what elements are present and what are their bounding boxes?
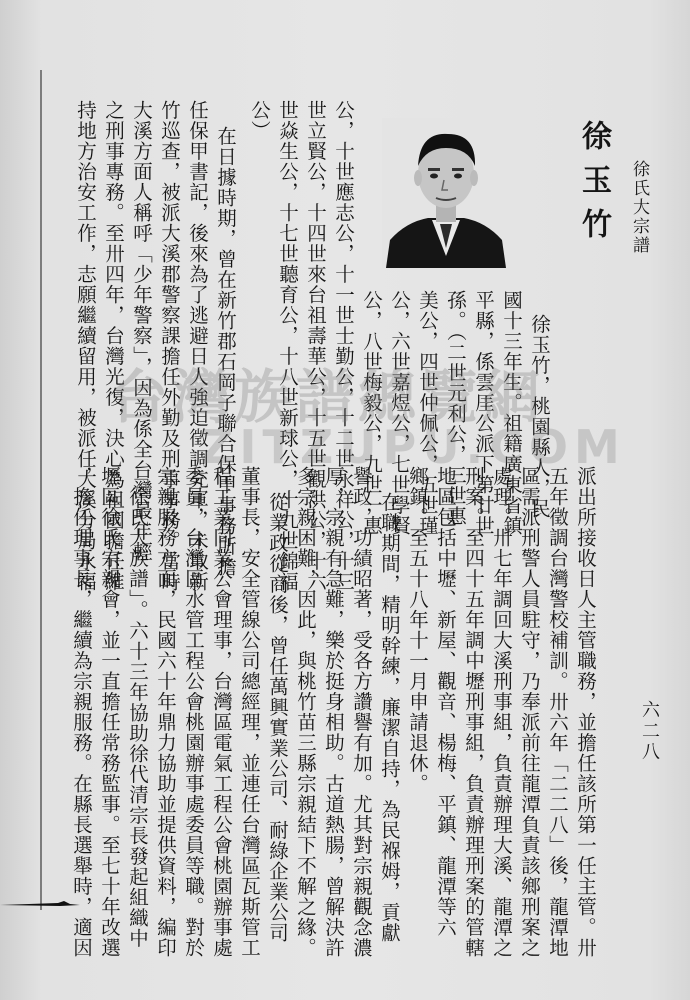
text-column: 平縣，係雲厓公派下第廿世 — [472, 290, 495, 536]
text-column: 刑案。至四十五年調中壢刑事組，負責辦理刑案的管轄 — [462, 466, 485, 958]
text-column: 持地方治安工作，志願繼續留用，被派任大溪分局永福 — [74, 100, 97, 592]
text-column: 世焱生公，十七世聽育公，十八世新球公，十九世錦福 — [276, 100, 299, 592]
text-column: 孫。（二世元利公，三世惠 — [444, 290, 467, 527]
text-column: 之刑事專務。至卅四年，台灣光復，決心為祖國擔任維 — [102, 100, 125, 592]
text-column: 地區包括中壢、新屋、觀音、楊梅、平鎮、龍潭等六 — [434, 466, 457, 938]
text-column: 譽政，功績昭著，受各方讚譽有加。尤其對宗親觀念濃 — [350, 466, 373, 958]
text-column: 在職期間，精明幹練，廉潔自持，為民褓姆，貢獻 — [378, 492, 401, 943]
text-column: 公，八世梅毅公，九世一惠 — [360, 290, 383, 536]
text-column: ，擔任理事長，繼續為宗親服務。在縣長選舉時，適因 — [70, 466, 93, 958]
binding-line — [40, 70, 42, 910]
text-column: 「徐氏大族譜」。六十三年協助徐代清宗長發起組織中 — [126, 466, 149, 949]
book-title: 徐氏大宗譜 — [629, 160, 649, 255]
text-column: 宗親服務方面，民國六十年鼎力協助並提供資料，編印 — [154, 466, 177, 958]
text-column: 公，六世嘉煜公，七世學賢 — [388, 290, 411, 536]
person-name: 徐玉竹 — [576, 120, 611, 252]
text-column: 竹巡查，被派大溪郡警察課擔任外勤及刑事事務。當時 — [158, 100, 181, 592]
text-column: 世立賢公，十四世來台祖壽華公，十五世觀洪公，十六 — [304, 100, 327, 592]
watermark-text: 台灣族譜總覽網 — [110, 363, 545, 431]
text-column: 在日據時期，曾在新竹郡石岡子聯合保甲事務所擔 — [214, 126, 237, 577]
text-column: 公，十世應志公，十一世士勤公，十二世永祥公，十三 — [332, 100, 355, 592]
text-column: 壢區徐氏宗親會，並一直擔任常務監事。至七十年改選 — [98, 466, 121, 958]
page-number: 六二八 — [639, 700, 660, 763]
text-column: 程工業同業公會理事，台灣區電氣工程公會桃園辦事處 — [210, 466, 233, 958]
text-column: 大溪方面人稱呼「少年警察」，因為係全台灣最年輕 — [130, 100, 153, 562]
text-column: 國十三年生。祖籍廣東省鎮 — [500, 290, 523, 536]
text-column: 多宗親困難，因此，與桃竹苗三縣宗親結下不解之緣。 — [294, 466, 317, 958]
text-column: 鄉鎮。至五十八年十一月申請退休。 — [406, 466, 429, 794]
text-column: 美公，四世仲佩公，五世瑾 — [416, 290, 439, 536]
text-column: 公） — [248, 100, 271, 141]
text-column: 徐玉竹，桃園縣人，民 — [528, 314, 551, 519]
text-column: 委員，台灣區水管工程公會桃園辦事處委員等職。對於 — [182, 466, 205, 958]
text-column: 厚，宗親有急難，樂於挺身相助。古道熱腸，曾解決許 — [322, 466, 345, 958]
text-column: 董事長，安全管線公司總經理，並連任台灣區瓦斯管工 — [238, 466, 261, 958]
text-column: 區需派刑警人員駐守，乃奉派前往龍潭負責該鄉刑案之 — [518, 466, 541, 958]
watermark-url: ZITZUPU.COM — [200, 420, 626, 474]
text-column: 派出所接收日人主管職務，並擔任該所第一任主管。卅 — [574, 466, 597, 958]
text-column: 任保甲書記，後來為了逃避日人強迫徵調充軍，未取新 — [186, 100, 209, 592]
text-column: 五年徵調台灣警校補訓。卅六年「二二八」後，龍潭地 — [546, 466, 569, 958]
text-column: 處理。卅七年調回大溪刑事組，負責辦理大溪、龍潭之 — [490, 466, 513, 958]
text-column: 從業政從商後，曾任萬興實業公司、耐綠企業公司 — [266, 492, 289, 943]
